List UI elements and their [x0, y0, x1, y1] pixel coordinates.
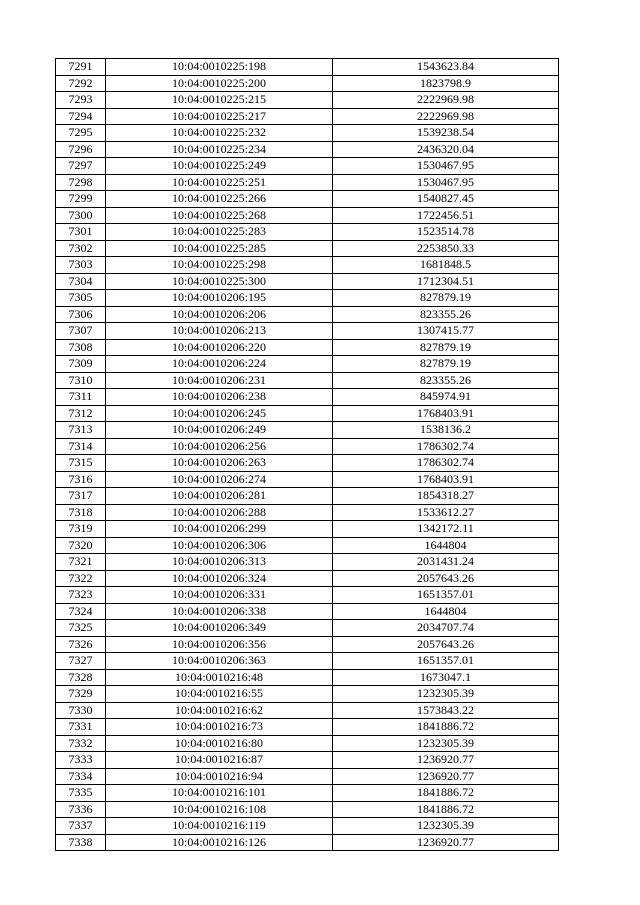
row-number-cell: 7318: [56, 504, 106, 521]
value-cell: 827879.19: [333, 339, 559, 356]
cadastral-number-cell: 10:04:0010206:231: [106, 372, 333, 389]
row-number-cell: 7310: [56, 372, 106, 389]
row-number-cell: 7338: [56, 834, 106, 851]
row-number-cell: 7322: [56, 570, 106, 587]
value-cell: 2222969.98: [333, 92, 559, 109]
cadastral-number-cell: 10:04:0010206:213: [106, 323, 333, 340]
row-number-cell: 7295: [56, 125, 106, 142]
table-row: [56, 240, 559, 257]
cadastral-number-cell: 10:04:0010225:217: [106, 108, 333, 125]
cadastral-number-cell: 10:04:0010206:224: [106, 356, 333, 373]
table-row: [56, 356, 559, 373]
value-cell: 1342172.11: [333, 521, 559, 538]
table-row: [56, 785, 559, 802]
value-cell: 827879.19: [333, 290, 559, 307]
table-row: [56, 818, 559, 835]
table-row: [56, 438, 559, 455]
cadastral-number-cell: 10:04:0010206:206: [106, 306, 333, 323]
table-row: [56, 323, 559, 340]
value-cell: 1533612.27: [333, 504, 559, 521]
cadastral-number-cell: 10:04:0010225:215: [106, 92, 333, 109]
cadastral-number-cell: 10:04:0010216:119: [106, 818, 333, 835]
cadastral-number-cell: 10:04:0010206:274: [106, 471, 333, 488]
value-cell: 1841886.72: [333, 719, 559, 736]
row-number-cell: 7296: [56, 141, 106, 158]
table-row: [56, 207, 559, 224]
cadastral-number-cell: 10:04:0010206:245: [106, 405, 333, 422]
table-row: [56, 141, 559, 158]
cadastral-number-cell: 10:04:0010206:238: [106, 389, 333, 406]
value-cell: 2057643.26: [333, 570, 559, 587]
table-row: [56, 669, 559, 686]
table-row: [56, 537, 559, 554]
table-row: [56, 174, 559, 191]
row-number-cell: 7301: [56, 224, 106, 241]
table-row: [56, 488, 559, 505]
table-row: [56, 702, 559, 719]
table-row: [56, 521, 559, 538]
value-cell: 1232305.39: [333, 735, 559, 752]
cadastral-number-cell: 10:04:0010206:195: [106, 290, 333, 307]
table-row: [56, 719, 559, 736]
value-cell: 1530467.95: [333, 158, 559, 175]
table-row: [56, 273, 559, 290]
table-row: [56, 257, 559, 274]
row-number-cell: 7333: [56, 752, 106, 769]
row-number-cell: 7292: [56, 75, 106, 92]
row-number-cell: 7334: [56, 768, 106, 785]
table-row: [56, 603, 559, 620]
cadastral-number-cell: 10:04:0010225:298: [106, 257, 333, 274]
table-row: [56, 554, 559, 571]
value-cell: 1540827.45: [333, 191, 559, 208]
row-number-cell: 7337: [56, 818, 106, 835]
value-cell: 2031431.24: [333, 554, 559, 571]
cadastral-number-cell: 10:04:0010216:126: [106, 834, 333, 851]
row-number-cell: 7300: [56, 207, 106, 224]
row-number-cell: 7293: [56, 92, 106, 109]
row-number-cell: 7325: [56, 620, 106, 637]
cadastral-number-cell: 10:04:0010206:306: [106, 537, 333, 554]
row-number-cell: 7321: [56, 554, 106, 571]
table-row: [56, 108, 559, 125]
row-number-cell: 7324: [56, 603, 106, 620]
table-row: [56, 75, 559, 92]
table-row: [56, 92, 559, 109]
value-cell: 1768403.91: [333, 471, 559, 488]
value-cell: 1236920.77: [333, 768, 559, 785]
value-cell: 2436320.04: [333, 141, 559, 158]
table-row: [56, 504, 559, 521]
row-number-cell: 7297: [56, 158, 106, 175]
row-number-cell: 7336: [56, 801, 106, 818]
value-cell: 1681848.5: [333, 257, 559, 274]
table-row: [56, 158, 559, 175]
cadastral-number-cell: 10:04:0010206:338: [106, 603, 333, 620]
value-cell: 1651357.01: [333, 587, 559, 604]
value-cell: 1712304.51: [333, 273, 559, 290]
value-cell: 1236920.77: [333, 834, 559, 851]
row-number-cell: 7307: [56, 323, 106, 340]
row-number-cell: 7326: [56, 636, 106, 653]
table-row: [56, 636, 559, 653]
cadastral-number-cell: 10:04:0010225:232: [106, 125, 333, 142]
cadastral-number-cell: 10:04:0010225:285: [106, 240, 333, 257]
row-number-cell: 7332: [56, 735, 106, 752]
value-cell: 1644804: [333, 537, 559, 554]
table-row: [56, 471, 559, 488]
value-cell: 1768403.91: [333, 405, 559, 422]
cadastral-number-cell: 10:04:0010225:249: [106, 158, 333, 175]
value-cell: 1523514.78: [333, 224, 559, 241]
row-number-cell: 7331: [56, 719, 106, 736]
table-body: [56, 59, 559, 851]
row-number-cell: 7303: [56, 257, 106, 274]
cadastral-number-cell: 10:04:0010216:80: [106, 735, 333, 752]
cadastral-number-cell: 10:04:0010206:363: [106, 653, 333, 670]
cadastral-number-cell: 10:04:0010206:356: [106, 636, 333, 653]
table-row: [56, 752, 559, 769]
cadastral-number-cell: 10:04:0010206:324: [106, 570, 333, 587]
value-cell: 1307415.77: [333, 323, 559, 340]
table-row: [56, 735, 559, 752]
table-row: [56, 653, 559, 670]
table-row: [56, 125, 559, 142]
value-cell: 1786302.74: [333, 455, 559, 472]
table-row: [56, 422, 559, 439]
cadastral-number-cell: 10:04:0010206:313: [106, 554, 333, 571]
table-row: [56, 570, 559, 587]
value-cell: 1530467.95: [333, 174, 559, 191]
table-row: [56, 620, 559, 637]
cadastral-number-cell: 10:04:0010216:87: [106, 752, 333, 769]
row-number-cell: 7315: [56, 455, 106, 472]
row-number-cell: 7308: [56, 339, 106, 356]
cadastral-number-cell: 10:04:0010206:299: [106, 521, 333, 538]
value-cell: 1651357.01: [333, 653, 559, 670]
row-number-cell: 7320: [56, 537, 106, 554]
cadastral-number-cell: 10:04:0010216:108: [106, 801, 333, 818]
cadastral-number-cell: 10:04:0010206:331: [106, 587, 333, 604]
value-cell: 823355.26: [333, 372, 559, 389]
value-cell: 845974.91: [333, 389, 559, 406]
cadastral-number-cell: 10:04:0010225:300: [106, 273, 333, 290]
table-row: [56, 59, 559, 76]
cadastral-number-cell: 10:04:0010206:288: [106, 504, 333, 521]
row-number-cell: 7311: [56, 389, 106, 406]
value-cell: 1841886.72: [333, 801, 559, 818]
cadastral-number-cell: 10:04:0010216:55: [106, 686, 333, 703]
table-row: [56, 455, 559, 472]
value-cell: 1823798.9: [333, 75, 559, 92]
cadastral-number-cell: 10:04:0010225:266: [106, 191, 333, 208]
row-number-cell: 7319: [56, 521, 106, 538]
row-number-cell: 7330: [56, 702, 106, 719]
row-number-cell: 7298: [56, 174, 106, 191]
value-cell: 1786302.74: [333, 438, 559, 455]
row-number-cell: 7302: [56, 240, 106, 257]
row-number-cell: 7317: [56, 488, 106, 505]
value-cell: 1673047.1: [333, 669, 559, 686]
row-number-cell: 7314: [56, 438, 106, 455]
table-row: [56, 801, 559, 818]
cadastral-number-cell: 10:04:0010225:283: [106, 224, 333, 241]
row-number-cell: 7316: [56, 471, 106, 488]
value-cell: 1539238.54: [333, 125, 559, 142]
cadastral-number-cell: 10:04:0010206:281: [106, 488, 333, 505]
row-number-cell: 7306: [56, 306, 106, 323]
cadastral-number-cell: 10:04:0010206:263: [106, 455, 333, 472]
cadastral-number-cell: 10:04:0010216:62: [106, 702, 333, 719]
cadastral-number-cell: 10:04:0010206:249: [106, 422, 333, 439]
cadastral-number-cell: 10:04:0010225:268: [106, 207, 333, 224]
value-cell: 1573843.22: [333, 702, 559, 719]
value-cell: 2222969.98: [333, 108, 559, 125]
cadastral-number-cell: 10:04:0010216:101: [106, 785, 333, 802]
value-cell: 2057643.26: [333, 636, 559, 653]
cadastral-number-cell: 10:04:0010225:198: [106, 59, 333, 76]
value-cell: 1538136.2: [333, 422, 559, 439]
table-row: [56, 224, 559, 241]
cadastral-number-cell: 10:04:0010206:256: [106, 438, 333, 455]
row-number-cell: 7299: [56, 191, 106, 208]
table-row: [56, 405, 559, 422]
row-number-cell: 7309: [56, 356, 106, 373]
row-number-cell: 7327: [56, 653, 106, 670]
cadastral-number-cell: 10:04:0010206:349: [106, 620, 333, 637]
row-number-cell: 7291: [56, 59, 106, 76]
cadastral-number-cell: 10:04:0010206:220: [106, 339, 333, 356]
value-cell: 1232305.39: [333, 686, 559, 703]
table-row: [56, 768, 559, 785]
row-number-cell: 7323: [56, 587, 106, 604]
table-row: [56, 306, 559, 323]
cadastral-number-cell: 10:04:0010225:234: [106, 141, 333, 158]
table-row: [56, 191, 559, 208]
table-row: [56, 372, 559, 389]
value-cell: 1841886.72: [333, 785, 559, 802]
row-number-cell: 7304: [56, 273, 106, 290]
row-number-cell: 7329: [56, 686, 106, 703]
value-cell: 1854318.27: [333, 488, 559, 505]
data-table: [55, 58, 559, 851]
cadastral-number-cell: 10:04:0010216:48: [106, 669, 333, 686]
value-cell: 1644804: [333, 603, 559, 620]
value-cell: 2034707.74: [333, 620, 559, 637]
value-cell: 1722456.51: [333, 207, 559, 224]
table-row: [56, 339, 559, 356]
table-row: [56, 389, 559, 406]
value-cell: 2253850.33: [333, 240, 559, 257]
cadastral-number-cell: 10:04:0010225:251: [106, 174, 333, 191]
value-cell: 823355.26: [333, 306, 559, 323]
row-number-cell: 7312: [56, 405, 106, 422]
table-row: [56, 587, 559, 604]
cadastral-number-cell: 10:04:0010216:94: [106, 768, 333, 785]
row-number-cell: 7305: [56, 290, 106, 307]
row-number-cell: 7294: [56, 108, 106, 125]
table-row: [56, 834, 559, 851]
cadastral-number-cell: 10:04:0010225:200: [106, 75, 333, 92]
value-cell: 827879.19: [333, 356, 559, 373]
value-cell: 1543623.84: [333, 59, 559, 76]
value-cell: 1232305.39: [333, 818, 559, 835]
cadastral-number-cell: 10:04:0010216:73: [106, 719, 333, 736]
row-number-cell: 7328: [56, 669, 106, 686]
table-row: [56, 290, 559, 307]
row-number-cell: 7313: [56, 422, 106, 439]
table-row: [56, 686, 559, 703]
row-number-cell: 7335: [56, 785, 106, 802]
value-cell: 1236920.77: [333, 752, 559, 769]
